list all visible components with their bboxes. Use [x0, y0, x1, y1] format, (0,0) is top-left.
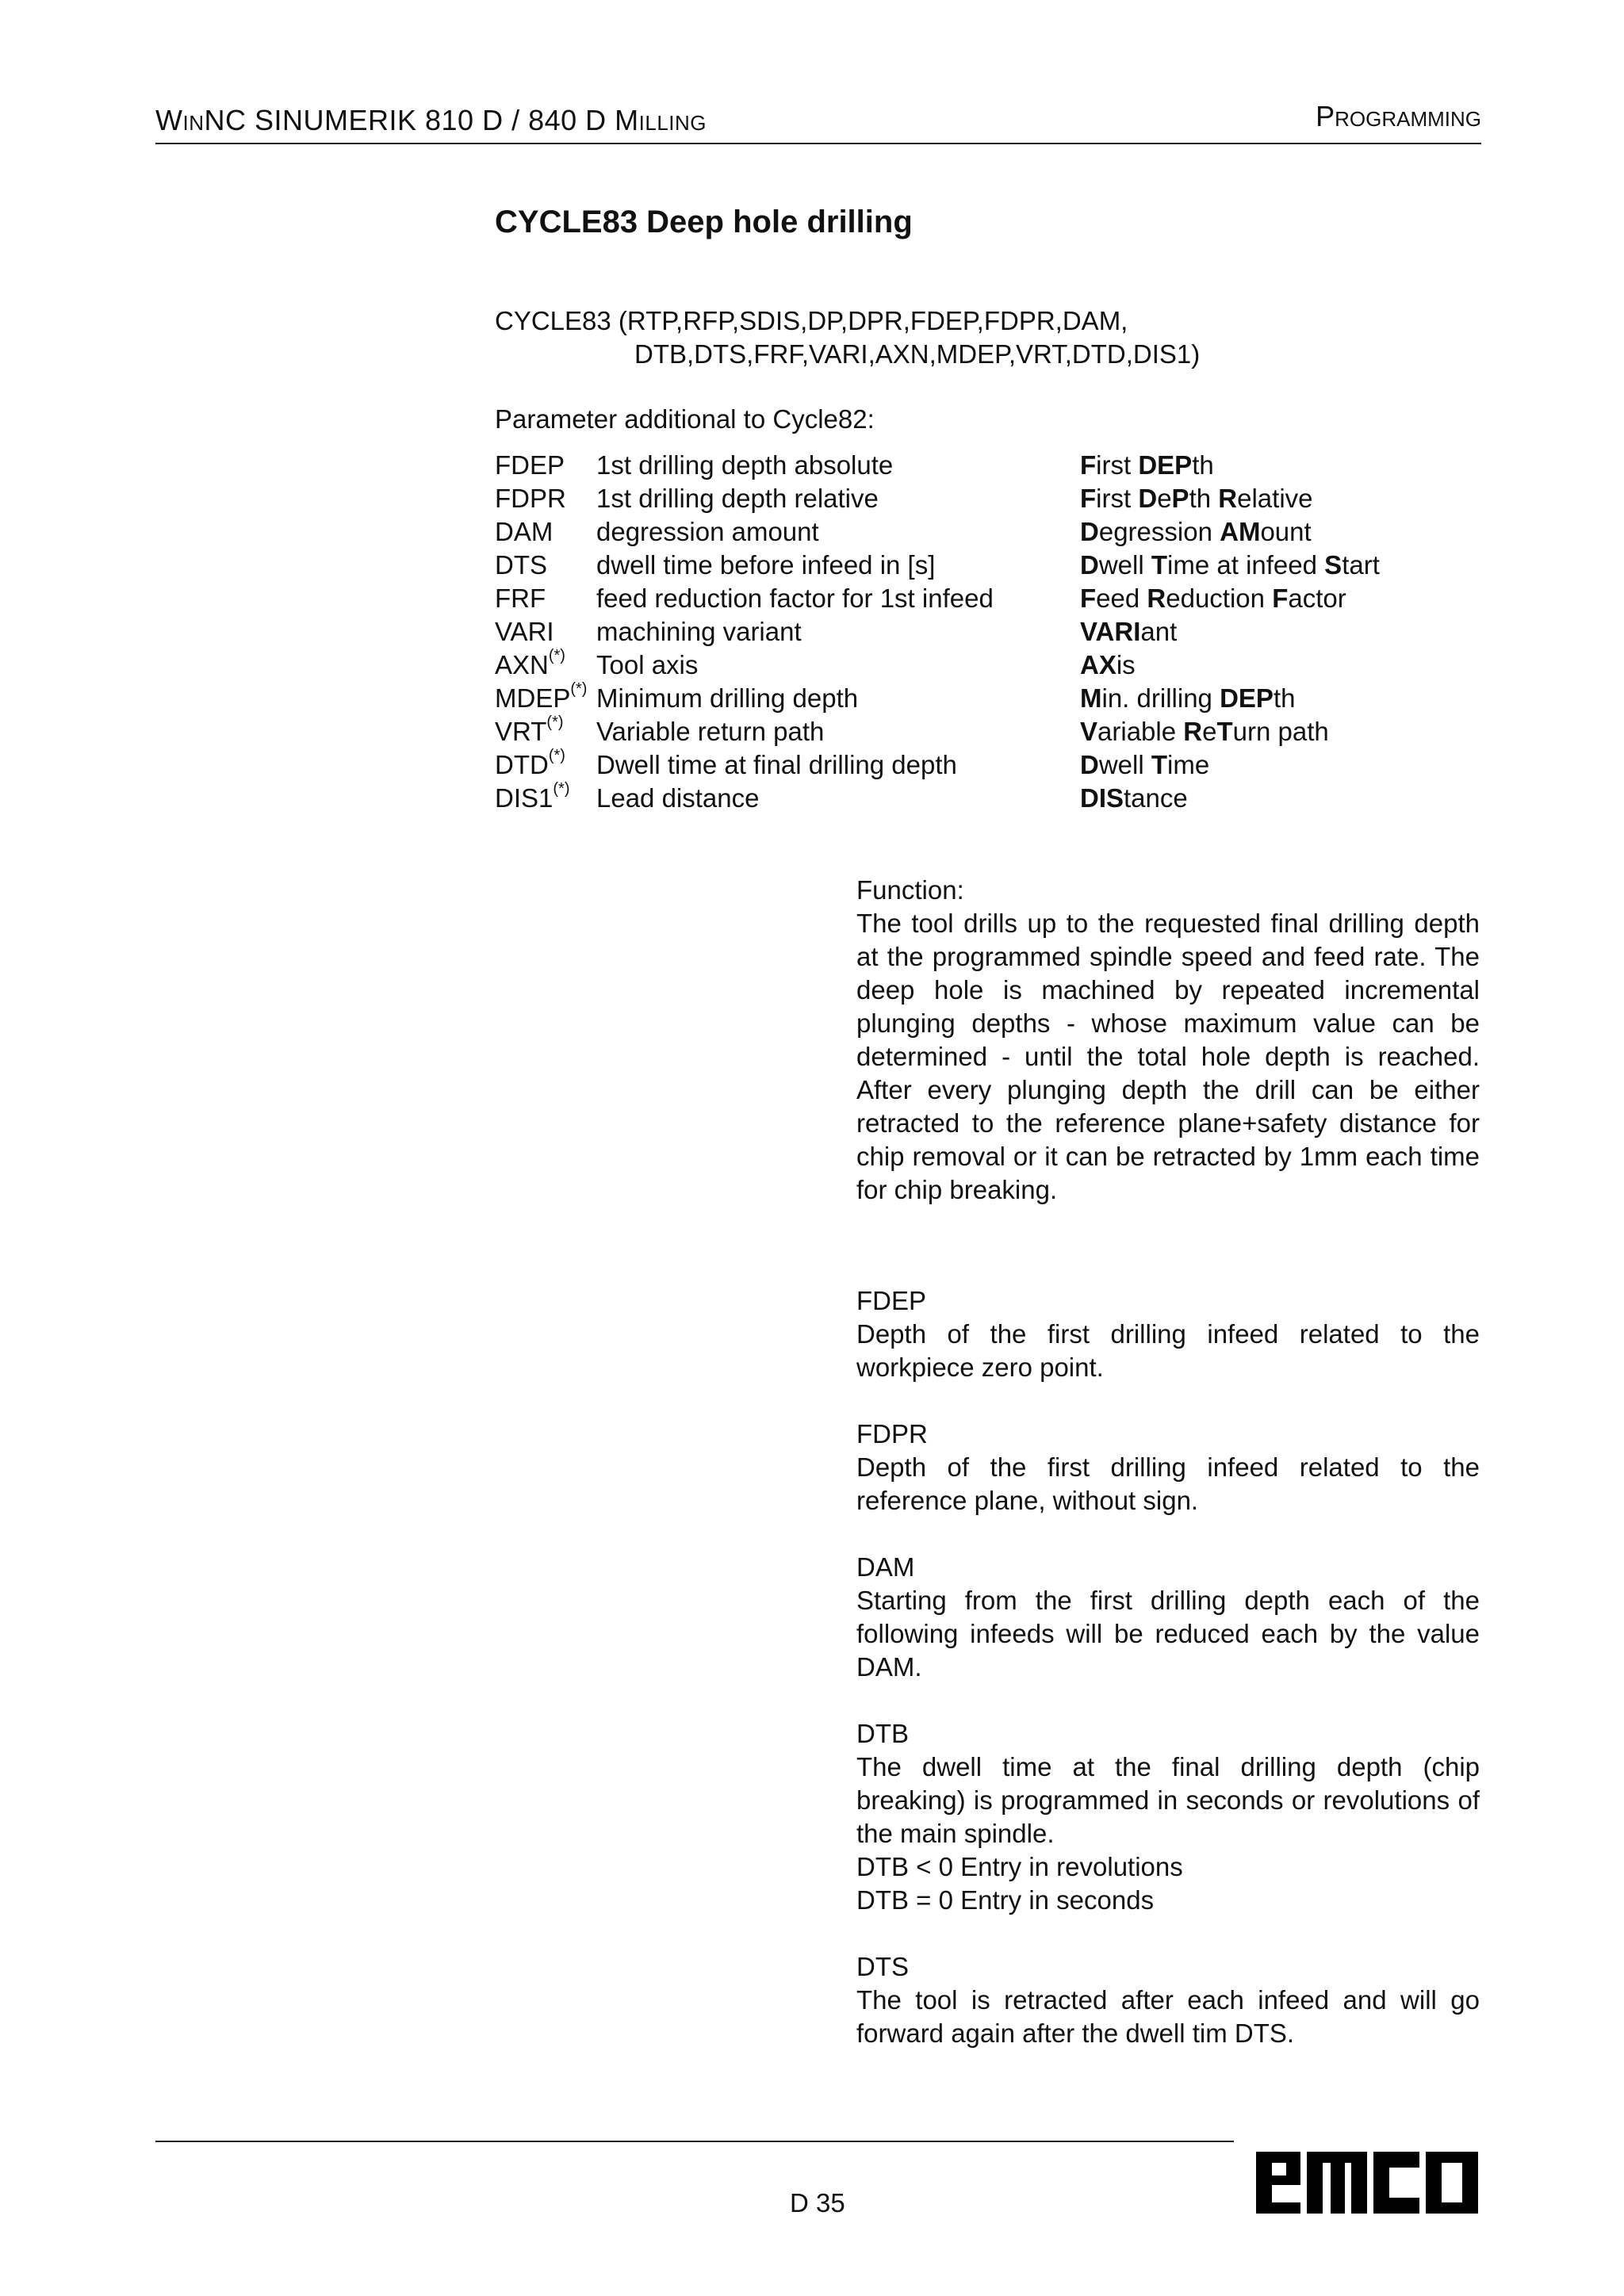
header-rule	[155, 143, 1481, 144]
parameter-code-text: AXN	[495, 650, 549, 679]
mnemonic-letter: DEP	[1220, 683, 1274, 713]
mnemonic-letter: R	[1183, 717, 1203, 746]
parameter-code	[495, 450, 565, 480]
param-block-line: DTB = 0 Entry in seconds	[856, 1885, 1155, 1915]
parameter-description: Dwell time at final drilling depth	[596, 750, 957, 779]
param-block-heading: FDEP	[856, 1286, 927, 1315]
mnemonic-letter: R	[1218, 484, 1238, 513]
left-text-part: NC SINUMERIK 810 D / 840 D M	[204, 104, 639, 136]
footer-rule	[155, 2141, 1234, 2142]
function-heading: Function:	[856, 875, 964, 905]
parameter-code-text: FDEP	[495, 450, 565, 480]
mnemonic-text: ount	[1260, 517, 1312, 546]
mnemonic-text: e	[1202, 717, 1217, 746]
mnemonic-letter: D	[1138, 484, 1158, 513]
mnemonic-text: ant	[1140, 617, 1178, 646]
mnemonic-letter: DIS	[1080, 783, 1124, 813]
mnemonic-text: well	[1098, 550, 1151, 580]
mnemonic-letter: AX	[1080, 650, 1116, 679]
mnemonic-letter: D	[1080, 750, 1099, 779]
right-text-part: P	[1316, 100, 1335, 132]
parameter-mnemonic	[1080, 650, 1136, 680]
mnemonic-text: is	[1116, 650, 1136, 679]
parameter-mnemonic	[1080, 450, 1214, 480]
parameter-mnemonic	[1080, 750, 1209, 780]
left-text-part: ILLING	[638, 111, 707, 135]
page-title: CYCLE83 Deep hole drilling	[495, 205, 913, 239]
mnemonic-letter: T	[1151, 750, 1168, 779]
parameter-description: degression amount	[596, 517, 819, 546]
parameter-code-text: VARI	[495, 617, 554, 646]
parameter-code-text: DIS1	[495, 783, 553, 813]
parameter-description: Minimum drilling depth	[596, 683, 859, 713]
param-block-dts	[856, 1950, 1480, 2050]
mnemonic-text: in. drilling	[1101, 683, 1220, 713]
mnemonic-text: eed	[1096, 584, 1147, 613]
mnemonic-text: well	[1098, 750, 1151, 779]
mnemonic-text: eduction	[1166, 584, 1273, 613]
mnemonic-letter: T	[1151, 550, 1168, 580]
syntax-line-2: DTB,DTS,FRF,VARI,AXN,MDEP,VRT,DTD,DIS1)	[634, 339, 1201, 369]
mnemonic-letter: F	[1080, 584, 1097, 613]
parameter-intro: Parameter additional to Cycle82:	[495, 404, 875, 434]
header-section-title	[1316, 100, 1481, 133]
parameter-description: 1st drilling depth relative	[596, 484, 879, 513]
header-manual-title	[155, 104, 707, 137]
parameter-code	[495, 680, 588, 714]
parameter-code-text: VRT	[495, 717, 547, 746]
param-block-text: The tool is retracted after each infeed and will go forward again after the dwell tim DTS.	[856, 1985, 1480, 2048]
mnemonic-text: tance	[1124, 783, 1188, 813]
param-block-text: Starting from the first drilling depth each of the following infeeds will be reduced each by the value DAM.	[856, 1586, 1480, 1682]
parameter-code-text: MDEP	[495, 683, 571, 713]
left-text-part: IN	[182, 111, 205, 135]
mnemonic-text: ariable	[1097, 717, 1184, 746]
param-block-text: Depth of the first drilling infeed related to the reference plane, without sign.	[856, 1452, 1480, 1515]
mnemonic-text: e	[1157, 484, 1172, 513]
parameter-code-text: DAM	[495, 517, 553, 546]
parameter-mnemonic	[1080, 550, 1380, 580]
mnemonic-text: tart	[1342, 550, 1380, 580]
parameter-mnemonic	[1080, 584, 1346, 614]
parameter-mnemonic	[1080, 683, 1295, 714]
parameter-mnemonic	[1080, 783, 1188, 813]
param-block-dtb	[856, 1717, 1480, 1917]
parameter-code-text: DTS	[495, 550, 547, 580]
parameter-code-text: FRF	[495, 584, 546, 613]
mnemonic-text: ime	[1167, 750, 1210, 779]
mnemonic-letter: F	[1272, 584, 1289, 613]
param-block-heading: DTS	[856, 1952, 909, 1981]
mnemonic-letter: DEP	[1138, 450, 1193, 480]
parameter-description: Variable return path	[596, 717, 825, 746]
mnemonic-letter: S	[1324, 550, 1342, 580]
parameter-code	[495, 584, 546, 614]
parameter-code	[495, 747, 565, 780]
parameter-description: Tool axis	[596, 650, 699, 679]
parameter-code	[495, 780, 570, 813]
parameter-code	[495, 550, 547, 580]
parameter-description: machining variant	[596, 617, 802, 646]
optional-marker: (*)	[570, 680, 588, 698]
mnemonic-letter: P	[1171, 484, 1189, 513]
optional-marker: (*)	[548, 647, 565, 664]
parameter-code	[495, 517, 553, 547]
mnemonic-letter: AM	[1220, 517, 1261, 546]
cycle-syntax	[495, 304, 1200, 371]
param-block-text: Depth of the first drilling infeed related to the workpiece zero point.	[856, 1319, 1480, 1382]
syntax-line-1: CYCLE83 (RTP,RFP,SDIS,DP,DPR,FDEP,FDPR,DAM,	[495, 306, 1128, 335]
page-number: D 35	[790, 2188, 845, 2218]
param-block-heading: DTB	[856, 1719, 909, 1748]
parameter-code	[495, 647, 565, 680]
mnemonic-text: th	[1192, 450, 1214, 480]
mnemonic-letter: F	[1080, 450, 1097, 480]
param-block-fdpr	[856, 1418, 1480, 1517]
mnemonic-text: ime at infeed	[1167, 550, 1325, 580]
function-text: The tool drills up to the requested final drilling depth at the programmed spindle speed and feed rate. The deep hole is machined by repeated incremental plunging depths - whose maximum value can be determined - until the total hole depth is reached. After every plunging depth the drill can be either retracted to the reference plane+safety distance for chip removal or it can be retracted by 1mm each time for chip breaking.	[856, 909, 1480, 1204]
left-text-part: W	[155, 104, 183, 136]
parameter-mnemonic	[1080, 484, 1313, 514]
mnemonic-text: th	[1189, 484, 1219, 513]
function-section	[856, 874, 1480, 1207]
parameter-mnemonic	[1080, 617, 1177, 647]
mnemonic-letter: M	[1080, 683, 1102, 713]
mnemonic-letter: D	[1080, 550, 1099, 580]
optional-marker: (*)	[546, 714, 564, 731]
parameter-code	[495, 617, 554, 647]
mnemonic-letter: T	[1216, 717, 1233, 746]
mnemonic-letter: F	[1080, 484, 1097, 513]
param-block-heading: DAM	[856, 1552, 915, 1582]
parameter-code-text: DTD	[495, 750, 549, 779]
mnemonic-text: actor	[1288, 584, 1346, 613]
parameter-code	[495, 714, 564, 747]
optional-marker: (*)	[553, 780, 570, 798]
param-block-heading: FDPR	[856, 1419, 928, 1448]
optional-marker: (*)	[548, 747, 565, 764]
mnemonic-letter: D	[1080, 517, 1099, 546]
param-block-fdep	[856, 1284, 1480, 1384]
parameter-description: dwell time before infeed in [s]	[596, 550, 936, 580]
mnemonic-text: irst	[1096, 484, 1139, 513]
parameter-description: feed reduction factor for 1st infeed	[596, 584, 994, 613]
param-block-dam	[856, 1551, 1480, 1684]
param-block-text: The dwell time at the final drilling depth (chip breaking) is programmed in seconds or revolutions of the main spindle.	[856, 1752, 1480, 1848]
parameter-mnemonic	[1080, 517, 1312, 547]
emco-logo	[1254, 2141, 1480, 2217]
mnemonic-letter: VARI	[1080, 617, 1141, 646]
param-block-line: DTB < 0 Entry in revolutions	[856, 1852, 1183, 1881]
parameter-code	[495, 484, 566, 514]
mnemonic-text: irst	[1096, 450, 1139, 480]
right-text-part: ROGRAMMING	[1335, 107, 1481, 131]
parameter-description: 1st drilling depth absolute	[596, 450, 894, 480]
mnemonic-text: urn path	[1232, 717, 1329, 746]
parameter-mnemonic	[1080, 717, 1329, 747]
mnemonic-letter: R	[1147, 584, 1166, 613]
mnemonic-text: th	[1273, 683, 1296, 713]
mnemonic-letter: V	[1080, 717, 1098, 746]
mnemonic-text: elative	[1237, 484, 1313, 513]
parameter-code-text: FDPR	[495, 484, 566, 513]
mnemonic-text: egression	[1098, 517, 1220, 546]
parameter-description: Lead distance	[596, 783, 760, 813]
